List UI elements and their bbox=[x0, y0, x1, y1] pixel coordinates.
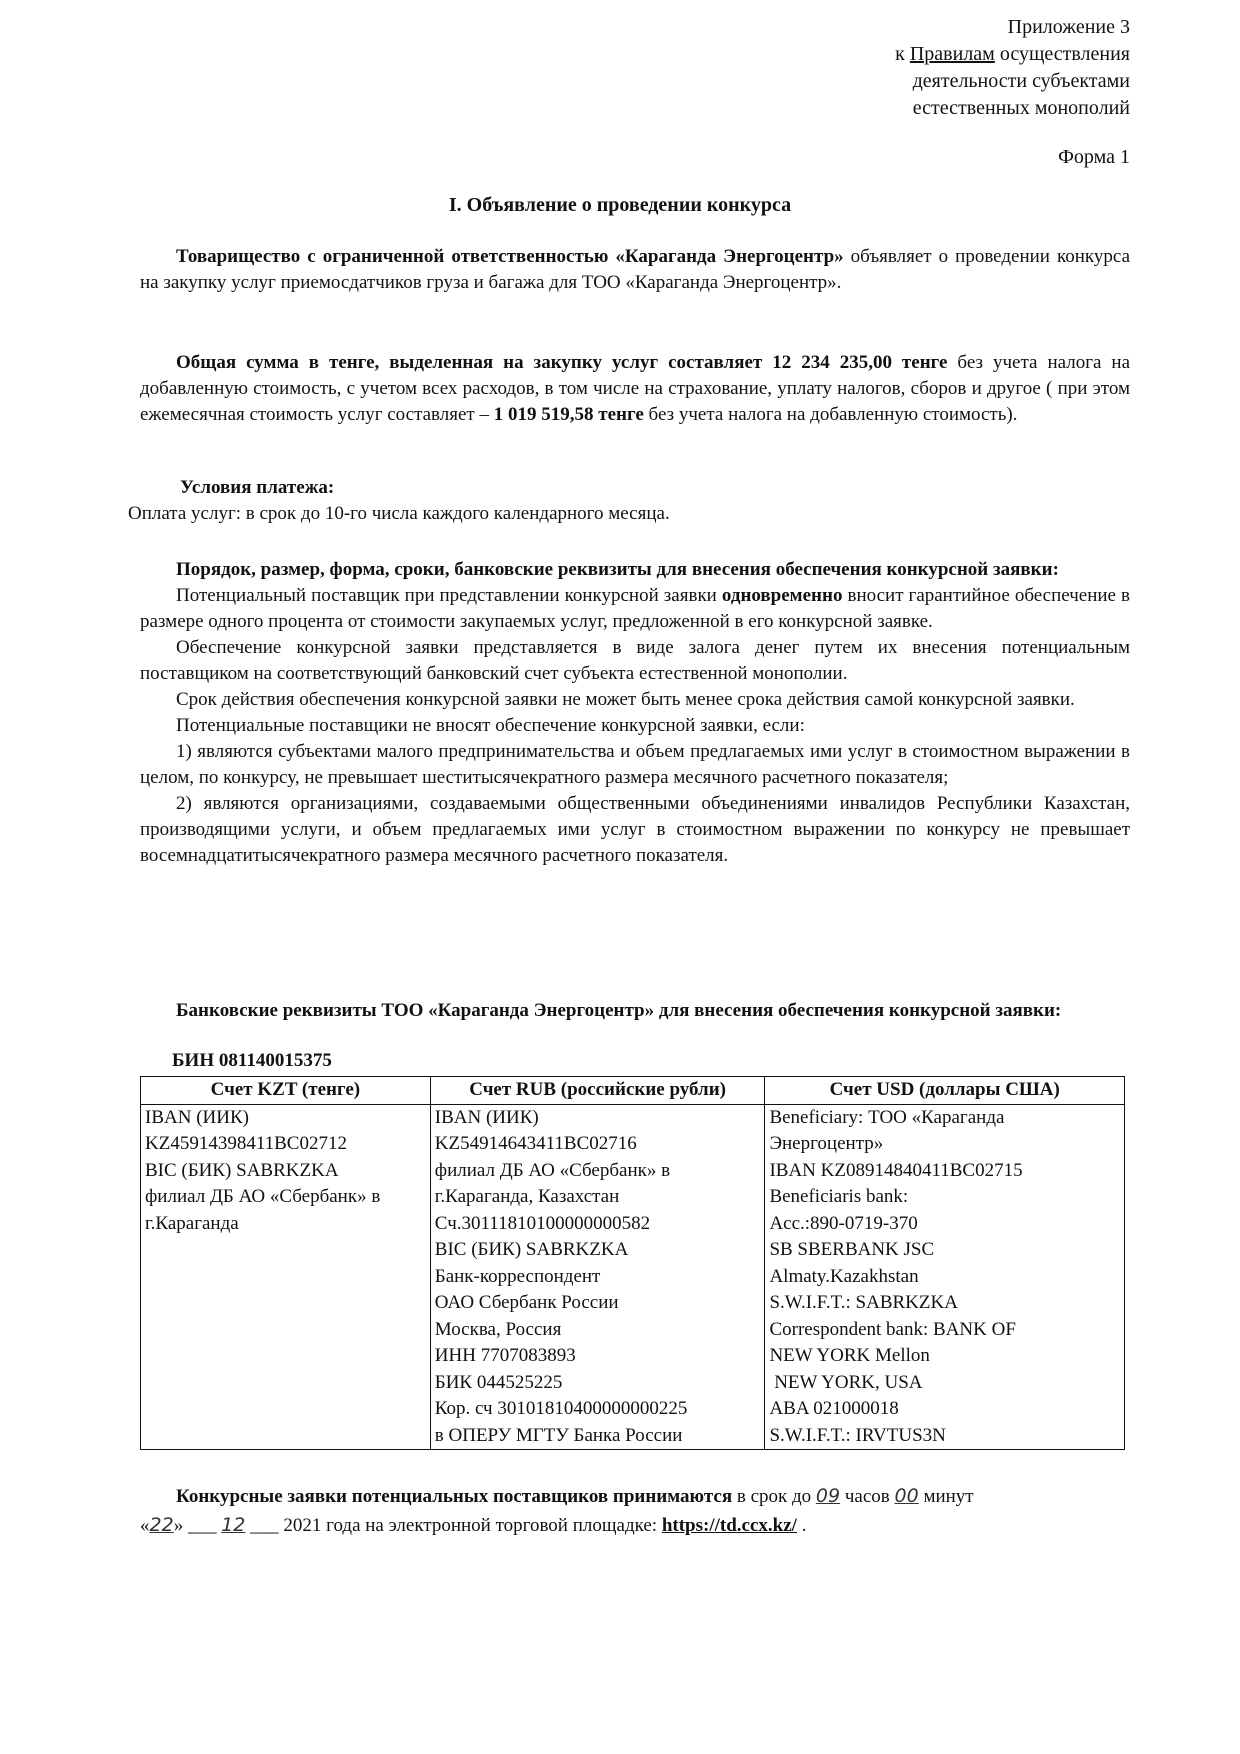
usd-line: Энергоцентр» bbox=[769, 1133, 884, 1154]
appendix-line-4: естественных монополий bbox=[912, 97, 1130, 119]
security-p5: 1) являются субъектами малого предпринимательства и объем предлагаемых ими услуг в стоимостном выражении в целом, по конкурсу, не превышает шеститысячекратного размера месячного расчетного показателя; bbox=[140, 741, 1130, 788]
rub-line: филиал ДБ АО «Сбербанк» в bbox=[434, 1159, 671, 1181]
deadline-text-1: в срок до bbox=[732, 1486, 816, 1507]
security-p6: 2) являются организациями, создаваемыми общественными объединениями инвалидов Республики Казахстан, производящими услуги, и объем предлагаемых ими услуг в стоимостном выражении по конкурсу не превышает восемнадцатитысячекратного размера месячного расчетного показателя. bbox=[140, 793, 1130, 866]
rub-line: ОАО Сбербанк России bbox=[434, 1292, 619, 1313]
page-title: I. Объявление о проведении конкурса bbox=[448, 194, 792, 216]
appendix-header bbox=[895, 14, 1130, 122]
rub-cell bbox=[430, 1104, 765, 1450]
security-p1 bbox=[140, 583, 1130, 635]
rub-line: Банк-корреспондент bbox=[434, 1265, 601, 1287]
deadline-bold: Конкурсные заявки потенциальных поставщиков принимаются bbox=[176, 1486, 733, 1507]
rub-line: в ОПЕРУ МГТУ Банка России bbox=[434, 1424, 683, 1446]
intro-text: объявляет о проведении конкурса на закупку услуг приемосдатчиков груза и багажа для ТОО «Караганда Энергоцентр». bbox=[140, 246, 1130, 293]
usd-line: Correspondent bank: BANK OF bbox=[769, 1318, 1016, 1340]
kzt-line: IBAN (ИИК) bbox=[145, 1106, 249, 1128]
deadline-paragraph bbox=[140, 1482, 1130, 1540]
deadline-line-1 bbox=[140, 1482, 1130, 1511]
close-quote: » bbox=[173, 1515, 184, 1536]
rules-link[interactable]: Правилам bbox=[909, 43, 995, 65]
usd-line: Beneficiary: ТОО «Караганда bbox=[769, 1106, 1005, 1128]
payment-heading: Условия платежа: bbox=[180, 477, 335, 498]
header-usd: Счет USD (доллары США) bbox=[765, 1077, 1125, 1105]
rub-line: Москва, Россия bbox=[434, 1318, 562, 1340]
intro-paragraph bbox=[140, 244, 1130, 296]
security-p1-b: вносит гарантийное обеспечение в размере одного процента от стоимости закупаемых услуг, предложенной в его конкурсной заявке. bbox=[140, 585, 1130, 632]
payment-section bbox=[128, 475, 1130, 527]
handwritten-hours: 09 bbox=[815, 1485, 841, 1507]
rub-line: Сч.30111810100000000582 bbox=[434, 1212, 651, 1234]
form-label: Форма 1 bbox=[1058, 146, 1130, 168]
sum-text-1: без учета налога на добавленную стоимость, с учетом всех расходов, в том числе на страхование, уплату налогов, сборов и другое ( при этом ежемесячная стоимость услуг составляет – bbox=[140, 352, 1130, 425]
handwritten-day: 22 bbox=[149, 1514, 174, 1536]
appendix-line-2 bbox=[895, 41, 1130, 68]
bank-details-table bbox=[140, 1076, 1125, 1450]
handwritten-minutes: 00 bbox=[894, 1485, 919, 1507]
rub-line: БИК 044525225 bbox=[434, 1371, 563, 1393]
security-section bbox=[140, 557, 1130, 869]
usd-line: Beneficiaris bank: bbox=[769, 1186, 909, 1207]
monthly-sum: 1 019 519,58 тенге bbox=[493, 404, 644, 425]
bin-number: БИН 081140015375 bbox=[172, 1050, 332, 1071]
bank-heading: Банковские реквизиты ТОО «Караганда Энергоцентр» для внесения обеспечения конкурсной заявки: bbox=[176, 1000, 1062, 1021]
security-p4: Потенциальные поставщики не вносят обеспечение конкурсной заявки, если: bbox=[176, 715, 805, 736]
company-name: Товарищество с ограниченной ответственностью «Караганда Энергоцентр» bbox=[176, 246, 844, 267]
handwritten-month: 12 bbox=[221, 1514, 246, 1536]
usd-line: NEW YORK Mellon bbox=[769, 1345, 930, 1366]
sum-text-2: без учета налога на добавленную стоимость). bbox=[643, 404, 1018, 425]
kzt-cell bbox=[141, 1104, 431, 1450]
rub-line: Кор. сч 30101810400000000225 bbox=[434, 1398, 688, 1419]
deadline-text-5: . bbox=[796, 1515, 807, 1536]
rub-line: BIC (БИК) SABRKZKA bbox=[434, 1239, 629, 1260]
kzt-line: г.Караганда bbox=[145, 1212, 239, 1234]
kzt-line: филиал ДБ АО «Сбербанк» в bbox=[145, 1186, 381, 1207]
deadline-text-3: минут bbox=[918, 1486, 974, 1507]
deadline-text-2: часов bbox=[840, 1486, 895, 1507]
table-row bbox=[141, 1104, 1125, 1450]
deadline-line-2: «22» ___ 12 ___ 2021 года на электронной торговой площадке: https://td.ccx.kz/ . bbox=[140, 1514, 807, 1536]
security-p1-a: Потенциальный поставщик при представлении конкурсной заявки bbox=[176, 585, 722, 606]
rub-line: ИНН 7707083893 bbox=[434, 1345, 576, 1366]
header-kzt: Счет KZT (тенге) bbox=[141, 1077, 431, 1105]
bank-table-header bbox=[141, 1077, 1125, 1105]
security-heading: Порядок, размер, форма, сроки, банковские реквизиты для внесения обеспечения конкурсной заявки: bbox=[176, 559, 1059, 580]
trading-platform-link[interactable]: https://td.ccx.kz/ bbox=[661, 1515, 797, 1536]
payment-text: Оплата услуг: в срок до 10-го числа каждого календарного месяца. bbox=[128, 503, 670, 524]
usd-line: NEW YORK, USA bbox=[769, 1371, 923, 1393]
usd-line: SB SBERBANK JSC bbox=[769, 1239, 935, 1260]
rub-line: г.Караганда, Казахстан bbox=[434, 1186, 620, 1207]
kzt-line: KZ45914398411BC02712 bbox=[145, 1133, 347, 1154]
kzt-line: BIC (БИК) SABRKZKA bbox=[145, 1159, 339, 1181]
bank-section bbox=[140, 998, 1130, 1024]
usd-line: IBAN KZ08914840411BC02715 bbox=[769, 1159, 1023, 1181]
rub-line: KZ54914643411BC02716 bbox=[434, 1133, 637, 1154]
open-quote: « bbox=[140, 1515, 150, 1536]
rub-line: IBAN (ИИК) bbox=[434, 1106, 539, 1128]
usd-line: S.W.I.F.T.: SABRKZKA bbox=[769, 1292, 958, 1313]
usd-line: S.W.I.F.T.: IRVTUS3N bbox=[769, 1424, 946, 1446]
deadline-text-4: 2021 года на электронной торговой площадке: bbox=[283, 1515, 662, 1536]
appendix-line-1: Приложение 3 bbox=[1007, 16, 1130, 38]
appendix-line-3: деятельности субъектами bbox=[912, 70, 1130, 92]
usd-line: Almaty.Kazakhstan bbox=[769, 1265, 919, 1287]
total-sum: Общая сумма в тенге, выделенная на закупку услуг составляет 12 234 235,00 тенге bbox=[176, 352, 948, 373]
appendix-suffix: осуществления bbox=[994, 43, 1130, 65]
appendix-prefix: к bbox=[895, 43, 910, 65]
usd-line: Acc.:890-0719-370 bbox=[769, 1212, 918, 1234]
security-p2: Обеспечение конкурсной заявки представляется в виде залога денег путем их внесения потенциальным поставщиком на соответствующий банковский счет субъекта естественной монополии. bbox=[140, 637, 1130, 684]
header-rub: Счет RUB (российские рубли) bbox=[430, 1077, 765, 1105]
sum-paragraph bbox=[140, 350, 1130, 428]
usd-cell bbox=[765, 1104, 1125, 1450]
security-p3: Срок действия обеспечения конкурсной заявки не может быть менее срока действия самой конкурсной заявки. bbox=[176, 689, 1075, 710]
usd-line: ABA 021000018 bbox=[769, 1398, 899, 1419]
security-p1-bold: одновременно bbox=[721, 585, 843, 606]
